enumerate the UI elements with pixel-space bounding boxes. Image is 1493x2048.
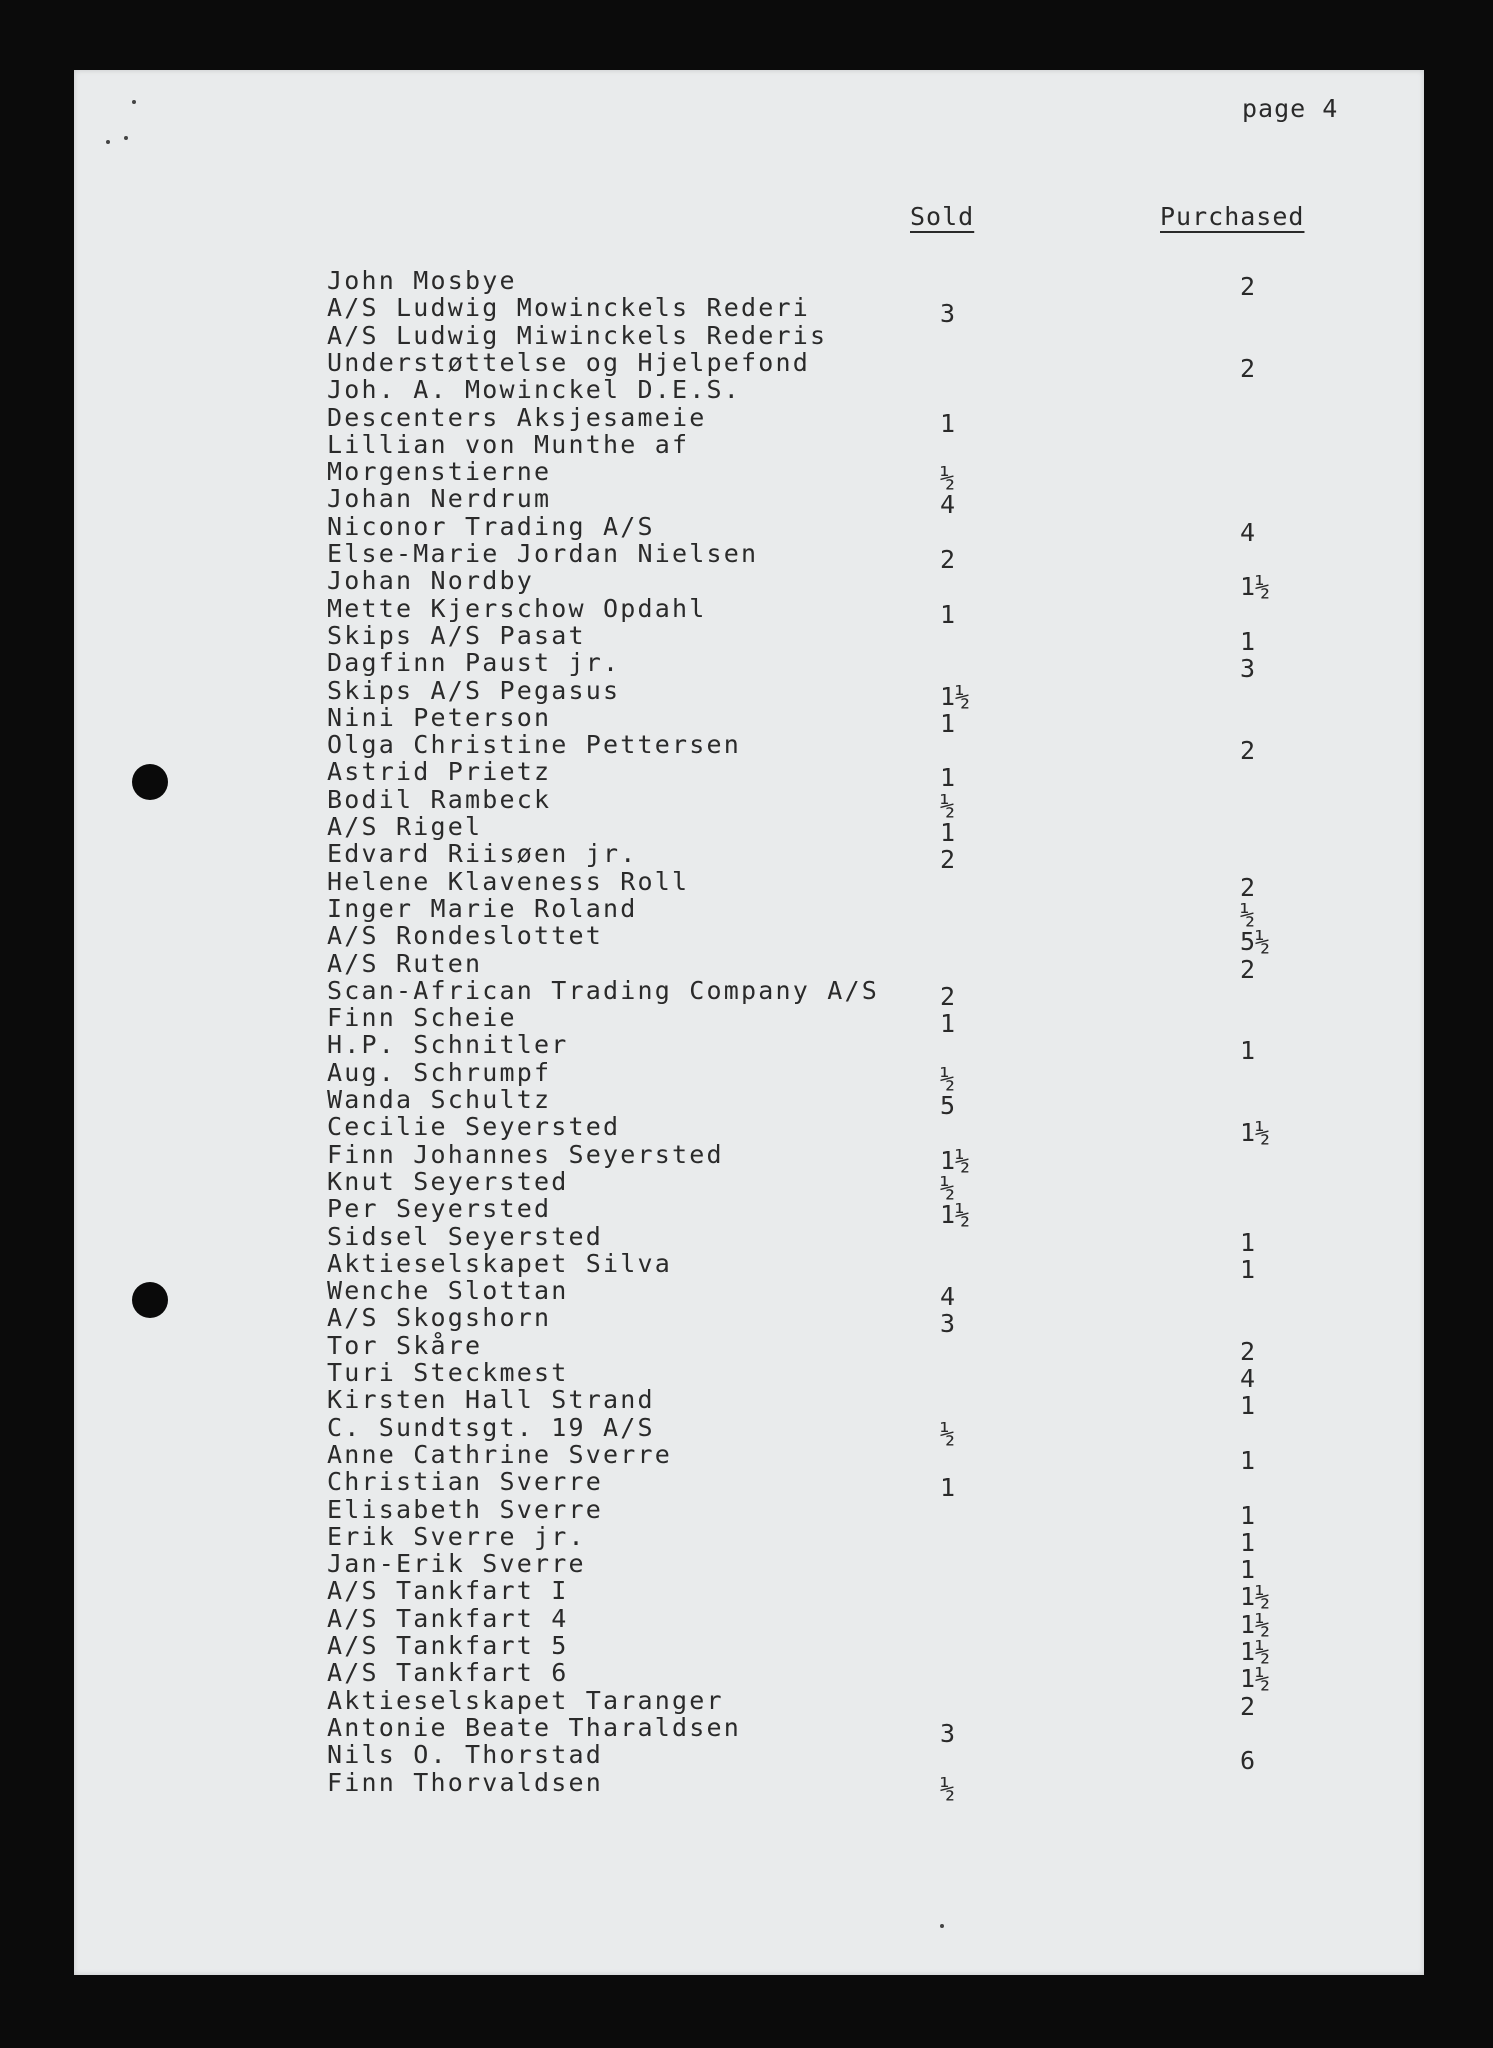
table-row — [0, 1740, 1493, 1776]
sold-value: ½ — [940, 790, 956, 820]
sold-column-header: Sold — [910, 202, 975, 231]
purchased-value: 1 — [1240, 1254, 1256, 1284]
shareholder-name: Morgenstierne — [327, 457, 552, 487]
shareholder-name: Joh. A. Mowinckel D.E.S. — [327, 375, 742, 405]
table-row — [0, 1603, 1493, 1639]
table-row — [0, 321, 1493, 348]
table-row — [0, 1685, 1493, 1721]
shareholder-name: Wenche Slottan — [327, 1276, 569, 1306]
table-row — [0, 866, 1493, 902]
sold-value: 4 — [940, 1282, 956, 1312]
table-row — [0, 1030, 1493, 1066]
shareholder-name: Erik Sverre jr. — [327, 1521, 586, 1551]
sold-value: 1 — [940, 1009, 956, 1039]
shareholder-name: A/S Rondeslottet — [327, 921, 604, 951]
purchased-value: 1 — [1240, 1036, 1256, 1066]
shareholder-name: Elisabeth Sverre — [327, 1494, 604, 1524]
purchased-value: 2 — [1240, 1336, 1256, 1366]
table-row — [0, 1412, 1493, 1448]
table-row — [0, 1467, 1493, 1503]
table-row — [0, 539, 1493, 574]
shareholder-name: A/S Tankfart 5 — [327, 1631, 569, 1660]
shareholder-name: A/S Tankfart 6 — [327, 1658, 569, 1688]
table-row — [0, 620, 1493, 656]
shareholder-name: A/S Tankfart I — [327, 1576, 569, 1606]
purchased-value: 3 — [1240, 654, 1256, 684]
purchased-value: 2 — [1240, 736, 1256, 766]
table-row — [0, 266, 1493, 301]
shareholder-name: Knut Seyersted — [327, 1166, 569, 1196]
purchased-value: 2 — [1240, 353, 1256, 383]
shareholder-name: Turi Steckmest — [327, 1358, 569, 1387]
shareholder-name: A/S Rigel — [327, 812, 483, 841]
shareholder-name: Johan Nordby — [327, 566, 535, 596]
shareholder-name: Jan-Erik Sverre — [327, 1549, 586, 1579]
table-row — [0, 1139, 1493, 1175]
table-row — [0, 1112, 1493, 1148]
table-row — [0, 593, 1493, 629]
shareholder-name: Scan-African Trading Company A/S — [327, 975, 880, 1005]
table-row — [0, 1549, 1493, 1585]
table-row — [0, 566, 1493, 602]
sold-value: ½ — [940, 1172, 956, 1202]
shareholder-name: A/S Ruten — [327, 948, 483, 978]
purchased-value: 5½ — [1240, 927, 1271, 957]
sold-value: 1 — [940, 818, 956, 847]
sold-value: 3 — [940, 299, 956, 329]
table-row — [0, 347, 1493, 383]
table-row — [0, 1494, 1493, 1530]
shareholder-name: H.P. Schnitler — [327, 1030, 569, 1060]
sold-value: 1 — [940, 1473, 956, 1503]
shareholder-name: Kirsten Hall Strand — [327, 1385, 655, 1415]
sold-value: 2 — [940, 545, 956, 574]
shareholder-name: Mette Kjerschow Opdahl — [327, 593, 707, 623]
purchased-value: 4 — [1240, 1364, 1256, 1393]
table-row — [0, 1276, 1493, 1312]
table-row — [0, 1085, 1493, 1120]
shareholder-name: Understøttelse og Hjelpefond — [327, 347, 811, 377]
sold-value: 2 — [940, 981, 956, 1011]
sold-value: ½ — [940, 1418, 956, 1448]
purchased-value: 1½ — [1240, 1609, 1271, 1639]
purchased-value: 6 — [1240, 1746, 1256, 1776]
table-row — [0, 1658, 1493, 1694]
purchased-value: 1½ — [1240, 1637, 1271, 1666]
sold-value: 1½ — [940, 1145, 971, 1175]
table-row — [0, 948, 1493, 984]
shareholder-name: John Mosbye — [327, 266, 517, 295]
sold-value: 1 — [940, 408, 956, 438]
purchased-value: 1 — [1240, 1227, 1256, 1257]
table-row — [0, 1521, 1493, 1557]
sold-value: ½ — [940, 1773, 956, 1803]
purchased-value: 1 — [1240, 1391, 1256, 1421]
table-row — [0, 1712, 1493, 1748]
purchased-value: 4 — [1240, 517, 1256, 547]
purchased-column-header: Purchased — [1160, 202, 1305, 231]
purchased-value: 2 — [1240, 872, 1256, 902]
page-number: page 4 — [1242, 94, 1339, 123]
shareholder-name: Descenters Aksjesameie — [327, 402, 707, 432]
table-row — [0, 1385, 1493, 1421]
purchased-value: 2 — [1240, 272, 1256, 301]
sold-value: 1 — [940, 599, 956, 629]
table-row — [0, 511, 1493, 547]
table-row — [0, 1194, 1493, 1230]
table-row — [0, 921, 1493, 957]
table-row — [0, 1003, 1493, 1039]
table-row — [0, 839, 1493, 875]
purchased-value: 1½ — [1240, 1664, 1271, 1694]
shareholder-name: Edvard Riisøen jr. — [327, 839, 638, 869]
shareholder-name: A/S Tankfart 4 — [327, 1603, 569, 1633]
table-row — [0, 1330, 1493, 1366]
shareholder-name: Wanda Schultz — [327, 1085, 552, 1114]
shareholder-name: Skips A/S Pasat — [327, 620, 586, 650]
shareholder-name: Finn Thorvaldsen — [327, 1767, 604, 1797]
purchased-value: 2 — [1240, 1691, 1256, 1721]
table-row — [0, 1303, 1493, 1339]
shareholder-name: Per Seyersted — [327, 1194, 552, 1224]
shareholder-name: Helene Klaveness Roll — [327, 866, 690, 896]
shareholder-name: Inger Marie Roland — [327, 893, 638, 923]
purchased-value: 1 — [1240, 1500, 1256, 1530]
purchased-value: 1 — [1240, 626, 1256, 656]
shareholder-name: Bodil Rambeck — [327, 784, 552, 814]
shareholder-name: C. Sundtsgt. 19 A/S — [327, 1412, 655, 1442]
sold-value: 3 — [940, 1309, 956, 1339]
shareholder-name: Skips A/S Pegasus — [327, 675, 621, 705]
purchased-value: 1 — [1240, 1445, 1256, 1475]
shareholder-name: A/S Ludwig Miwinckels Rederis — [327, 320, 828, 350]
purchased-value: 2 — [1240, 954, 1256, 984]
table-row — [0, 648, 1493, 684]
sold-value: ½ — [940, 1063, 956, 1093]
table-row — [0, 893, 1493, 929]
shareholder-name: Nils O. Thorstad — [327, 1740, 604, 1770]
shareholder-name: Johan Nerdrum — [327, 484, 552, 514]
shareholder-name: Aktieselskapet Taranger — [327, 1685, 724, 1715]
sold-value: 1 — [940, 708, 956, 738]
table-row — [0, 1631, 1493, 1666]
table-row — [0, 1057, 1493, 1093]
table-row — [0, 730, 1493, 766]
table-row — [0, 1439, 1493, 1475]
table-row — [0, 702, 1493, 738]
sold-value: 4 — [940, 490, 956, 520]
sold-value: 2 — [940, 845, 956, 875]
purchased-value: 1½ — [1240, 1118, 1271, 1148]
shareholder-name: Cecilie Seyersted — [327, 1112, 621, 1142]
shareholder-name: Olga Christine Pettersen — [327, 730, 742, 760]
sold-value: 1½ — [940, 1200, 971, 1230]
table-row — [0, 484, 1493, 520]
table-row — [0, 757, 1493, 793]
shareholder-name: Astrid Prietz — [327, 757, 552, 787]
table-row — [0, 1576, 1493, 1612]
purchased-value: 1 — [1240, 1555, 1256, 1585]
shareholder-name: Sidsel Seyersted — [327, 1221, 604, 1251]
shareholder-name: Antonie Beate Tharaldsen — [327, 1712, 742, 1742]
table-row — [0, 375, 1493, 405]
sold-value: 5 — [940, 1091, 956, 1120]
shareholder-name: Christian Sverre — [327, 1467, 604, 1497]
table-row — [0, 812, 1493, 847]
table-row — [0, 457, 1493, 493]
shareholder-name: A/S Ludwig Mowinckels Rederi — [327, 293, 811, 323]
purchased-value: 1½ — [1240, 572, 1271, 602]
table-row — [0, 975, 1493, 1011]
sold-value: 1 — [940, 763, 956, 793]
shareholder-name: Aug. Schrumpf — [327, 1057, 552, 1087]
shareholder-name: Tor Skåre — [327, 1330, 483, 1360]
table-row — [0, 1221, 1493, 1257]
shareholder-name: Finn Johannes Seyersted — [327, 1139, 724, 1169]
purchased-value: 1½ — [1240, 1582, 1271, 1612]
shareholder-name: Else-Marie Jordan Nielsen — [327, 539, 759, 568]
table-row — [0, 293, 1493, 329]
sold-value: ½ — [940, 463, 956, 493]
table-row — [0, 1166, 1493, 1202]
shareholder-name: Aktieselskapet Silva — [327, 1248, 673, 1278]
sold-value: 1½ — [940, 681, 971, 711]
purchased-value: 1 — [1240, 1527, 1256, 1557]
table-row — [0, 1767, 1493, 1803]
sold-value: 3 — [940, 1718, 956, 1748]
shareholder-name: Lillian von Munthe af — [327, 429, 690, 459]
shareholder-name: Anne Cathrine Sverre — [327, 1439, 673, 1469]
purchased-value: ½ — [1240, 899, 1256, 929]
table-row — [0, 402, 1493, 438]
table-row — [0, 430, 1493, 457]
shareholder-name: A/S Skogshorn — [327, 1303, 552, 1333]
table-row — [0, 784, 1493, 820]
shareholder-name: Niconor Trading A/S — [327, 511, 655, 541]
table-row — [0, 1358, 1493, 1393]
shareholder-name: Nini Peterson — [327, 702, 552, 732]
shareholder-name: Dagfinn Paust jr. — [327, 648, 621, 678]
shareholder-name: Finn Scheie — [327, 1003, 517, 1033]
table-row — [0, 675, 1493, 711]
table-row — [0, 1248, 1493, 1284]
